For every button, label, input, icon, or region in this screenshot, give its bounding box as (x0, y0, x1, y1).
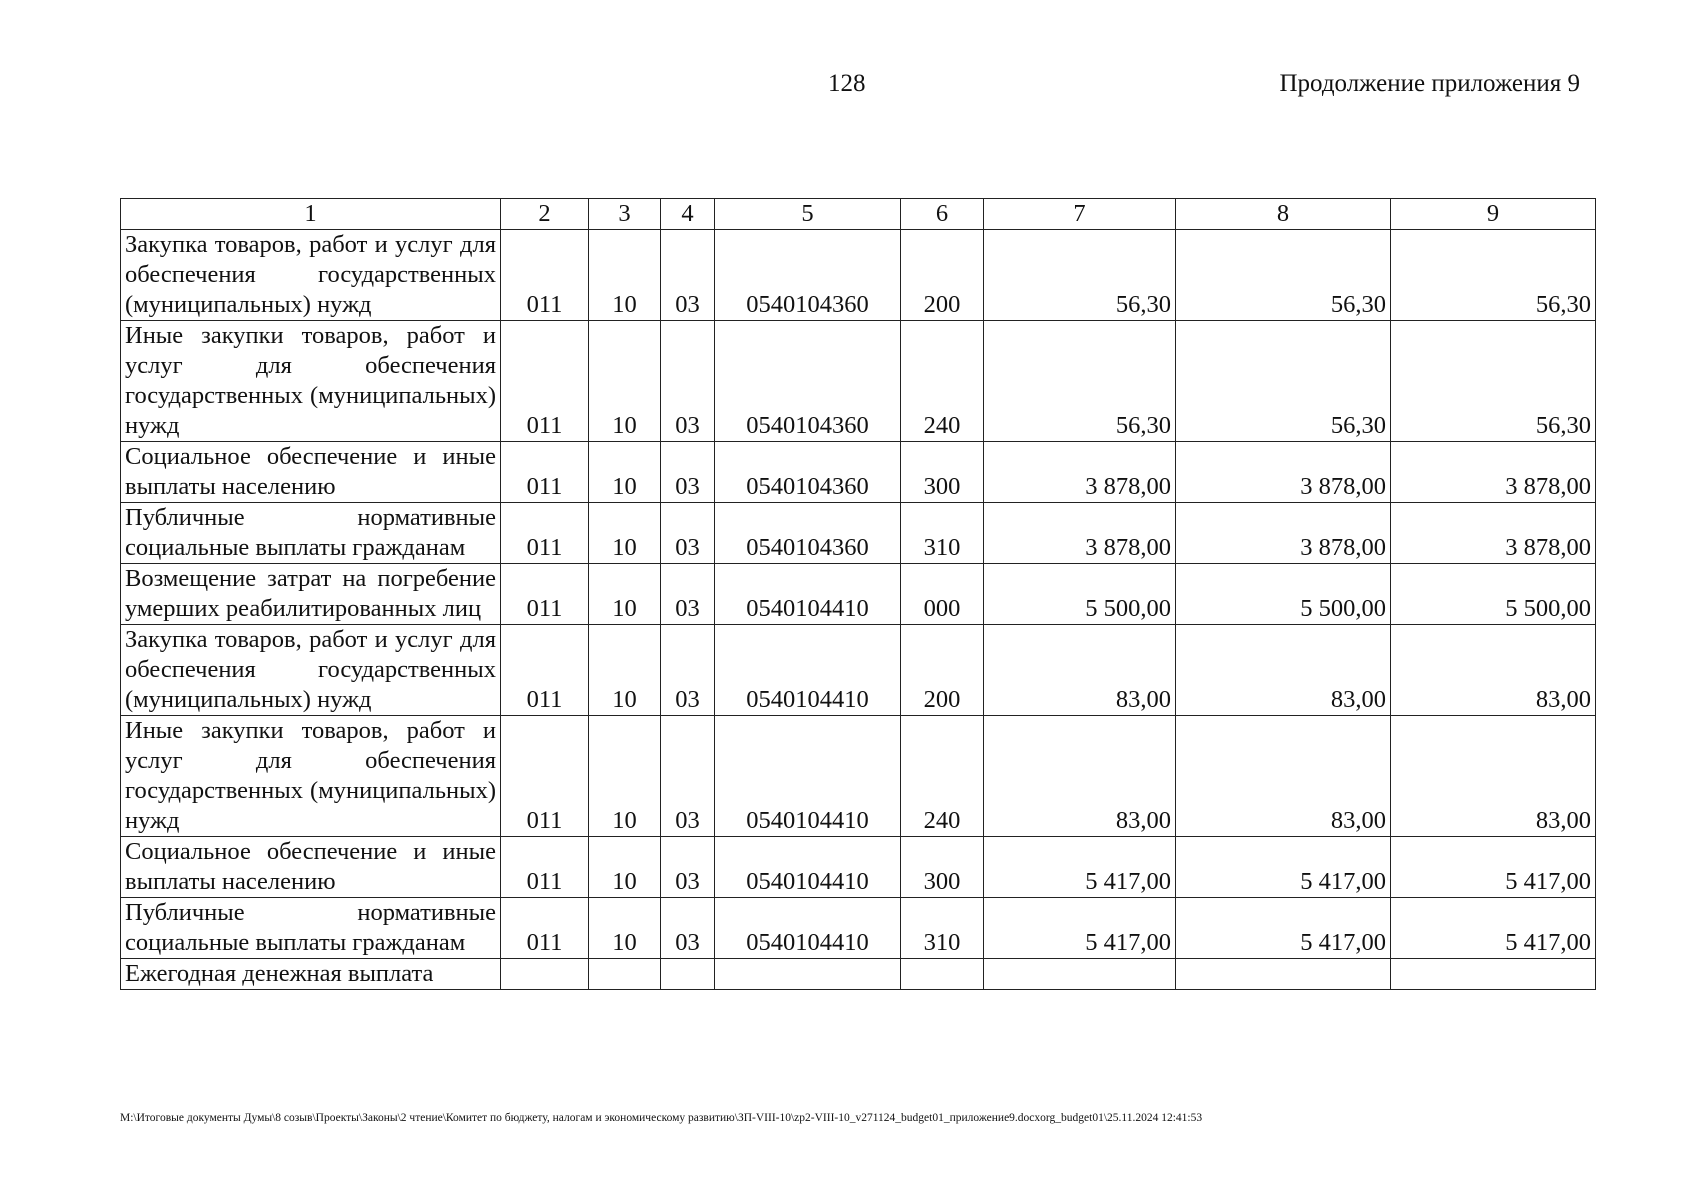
subsection-cell: 03 (661, 442, 715, 503)
target-article-cell: 0540104360 (715, 503, 901, 564)
table-header (121, 199, 1596, 230)
amount-cell: 56,30 (1391, 321, 1596, 442)
table-row (121, 230, 1596, 321)
amount-cell: 5 417,00 (984, 837, 1176, 898)
expense-type-cell: 310 (901, 898, 984, 959)
document-file-path: M:\Итоговые документы Думы\8 созыв\Проекты\Законы\2 чтение\Комитет по бюджету, налогам и экономическому развитию\ЗП-VIII-10\zp2-VIII-10_v271124_budget01_приложение9.docxorg_budget01\25.11.2024 12:41:53 (120, 1112, 1203, 1124)
column-header: 7 (984, 199, 1176, 230)
section-cell: 10 (589, 230, 661, 321)
table-row (121, 564, 1596, 625)
section-cell: 10 (589, 898, 661, 959)
kfsr-code-cell: 011 (501, 898, 589, 959)
row-name-cell: Социальное обеспечение и иные выплаты населению (121, 837, 501, 898)
amount-cell: 5 417,00 (1391, 898, 1596, 959)
amount-cell: 56,30 (1176, 321, 1391, 442)
expense-type-cell: 200 (901, 230, 984, 321)
amount-cell: 3 878,00 (984, 442, 1176, 503)
amount-cell: 56,30 (1391, 230, 1596, 321)
table-row (121, 837, 1596, 898)
amount-cell: 83,00 (984, 716, 1176, 837)
amount-cell: 56,30 (984, 321, 1176, 442)
amount-cell: 83,00 (984, 625, 1176, 716)
subsection-cell: 03 (661, 716, 715, 837)
amount-cell: 83,00 (1391, 625, 1596, 716)
empty-cell (715, 959, 901, 990)
row-name-cell: Социальное обеспечение и иные выплаты населению (121, 442, 501, 503)
table-row (121, 442, 1596, 503)
kfsr-code-cell: 011 (501, 321, 589, 442)
section-cell: 10 (589, 625, 661, 716)
row-name-cell: Иные закупки товаров, работ и услуг для обеспечения государственных (муниципальных) нужд (121, 321, 501, 442)
subsection-cell: 03 (661, 837, 715, 898)
column-header: 6 (901, 199, 984, 230)
budget-table (120, 198, 1596, 990)
column-number-row (121, 199, 1596, 230)
row-name-cell: Возмещение затрат на погребение умерших реабилитированных лиц (121, 564, 501, 625)
amount-cell: 3 878,00 (1391, 503, 1596, 564)
target-article-cell: 0540104410 (715, 625, 901, 716)
section-cell: 10 (589, 716, 661, 837)
table-row-partial (121, 959, 1596, 990)
row-name-cell: Иные закупки товаров, работ и услуг для обеспечения государственных (муниципальных) нужд (121, 716, 501, 837)
amount-cell: 3 878,00 (1391, 442, 1596, 503)
row-name-cell: Публичные нормативные социальные выплаты гражданам (121, 898, 501, 959)
section-cell: 10 (589, 503, 661, 564)
amount-cell: 5 500,00 (1176, 564, 1391, 625)
table-row (121, 898, 1596, 959)
column-header: 5 (715, 199, 901, 230)
expense-type-cell: 240 (901, 716, 984, 837)
subsection-cell: 03 (661, 625, 715, 716)
amount-cell: 3 878,00 (1176, 442, 1391, 503)
amount-cell: 83,00 (1176, 716, 1391, 837)
table-row (121, 716, 1596, 837)
section-cell: 10 (589, 321, 661, 442)
empty-cell (901, 959, 984, 990)
amount-cell: 5 500,00 (984, 564, 1176, 625)
column-header: 4 (661, 199, 715, 230)
row-name-cell: Закупка товаров, работ и услуг для обеспечения государственных (муниципальных) нужд (121, 625, 501, 716)
kfsr-code-cell: 011 (501, 503, 589, 564)
empty-cell (501, 959, 589, 990)
amount-cell: 5 417,00 (1391, 837, 1596, 898)
kfsr-code-cell: 011 (501, 716, 589, 837)
target-article-cell: 0540104360 (715, 321, 901, 442)
expense-type-cell: 310 (901, 503, 984, 564)
expense-type-cell: 240 (901, 321, 984, 442)
amount-cell: 5 500,00 (1391, 564, 1596, 625)
empty-cell (984, 959, 1176, 990)
kfsr-code-cell: 011 (501, 837, 589, 898)
section-cell: 10 (589, 564, 661, 625)
table-row (121, 503, 1596, 564)
amount-cell: 56,30 (1176, 230, 1391, 321)
table-row (121, 321, 1596, 442)
empty-cell (661, 959, 715, 990)
kfsr-code-cell: 011 (501, 625, 589, 716)
amount-cell: 3 878,00 (984, 503, 1176, 564)
target-article-cell: 0540104360 (715, 230, 901, 321)
expense-type-cell: 200 (901, 625, 984, 716)
subsection-cell: 03 (661, 564, 715, 625)
target-article-cell: 0540104410 (715, 716, 901, 837)
amount-cell: 5 417,00 (984, 898, 1176, 959)
target-article-cell: 0540104410 (715, 837, 901, 898)
kfsr-code-cell: 011 (501, 442, 589, 503)
column-header: 1 (121, 199, 501, 230)
kfsr-code-cell: 011 (501, 230, 589, 321)
column-header: 9 (1391, 199, 1596, 230)
section-cell: 10 (589, 837, 661, 898)
section-cell: 10 (589, 442, 661, 503)
page-number: 128 (828, 70, 866, 97)
subsection-cell: 03 (661, 230, 715, 321)
amount-cell: 83,00 (1176, 625, 1391, 716)
column-header: 2 (501, 199, 589, 230)
column-header: 8 (1176, 199, 1391, 230)
empty-cell (589, 959, 661, 990)
subsection-cell: 03 (661, 321, 715, 442)
table-body (121, 230, 1596, 990)
kfsr-code-cell: 011 (501, 564, 589, 625)
expense-type-cell: 300 (901, 837, 984, 898)
amount-cell: 56,30 (984, 230, 1176, 321)
subsection-cell: 03 (661, 898, 715, 959)
amount-cell: 3 878,00 (1176, 503, 1391, 564)
empty-cell (1176, 959, 1391, 990)
target-article-cell: 0540104410 (715, 898, 901, 959)
table-row (121, 625, 1596, 716)
expense-type-cell: 300 (901, 442, 984, 503)
target-article-cell: 0540104360 (715, 442, 901, 503)
row-name-cell: Закупка товаров, работ и услуг для обеспечения государственных (муниципальных) нужд (121, 230, 501, 321)
expense-type-cell: 000 (901, 564, 984, 625)
column-header: 3 (589, 199, 661, 230)
amount-cell: 5 417,00 (1176, 837, 1391, 898)
amount-cell: 83,00 (1391, 716, 1596, 837)
row-name-cell: Ежегодная денежная выплата (121, 959, 501, 990)
row-name-cell: Публичные нормативные социальные выплаты гражданам (121, 503, 501, 564)
appendix-continuation-note: Продолжение приложения 9 (1279, 70, 1580, 97)
amount-cell: 5 417,00 (1176, 898, 1391, 959)
target-article-cell: 0540104410 (715, 564, 901, 625)
empty-cell (1391, 959, 1596, 990)
subsection-cell: 03 (661, 503, 715, 564)
